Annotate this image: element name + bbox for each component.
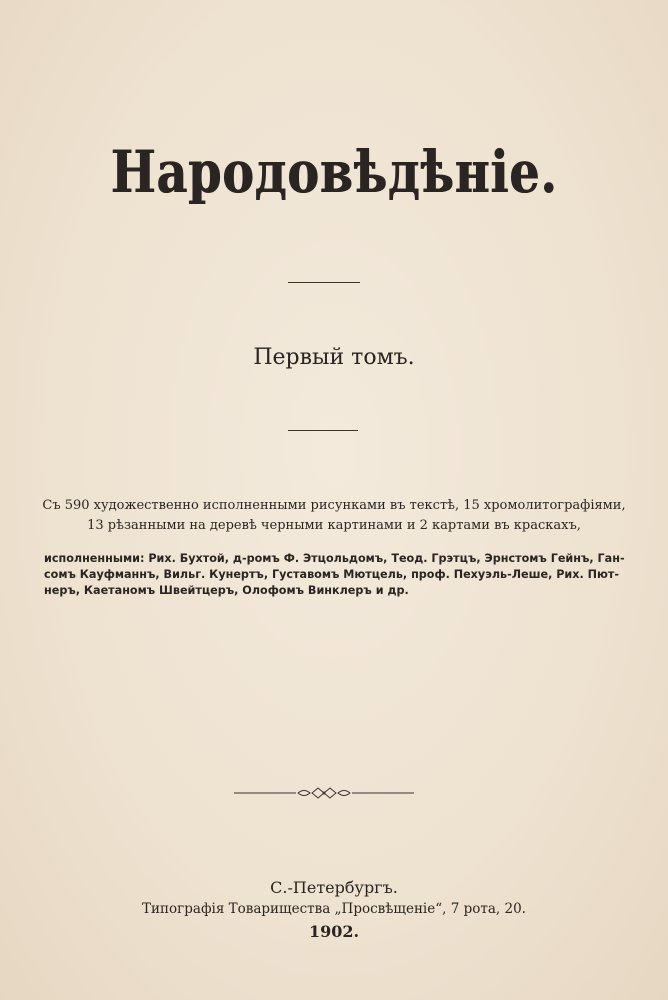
divider-rule-top [288, 282, 360, 283]
volume-label: Первый томъ. [253, 345, 415, 370]
description-line-1: Съ 590 художественно исполненными рисунками въ текстѣ, 15 хромолитографіями, [42, 498, 626, 513]
description-line-2: 13 рѣзанными на деревѣ черными картинами и 2 картами въ краскахъ, [87, 518, 581, 533]
divider-rule-middle [288, 430, 358, 431]
imprint-year: 1902. [308, 922, 360, 941]
artists-line-1: исполненными: Рих. Бухтой, д-ромъ Ф. Этцольдомъ, Теод. Грэтцъ, Эрнстомъ Гейнъ, Ган- [44, 552, 625, 565]
artists-line-3: неръ, Каетаномъ Швейтцеръ, Олофомъ Винклеръ и др. [44, 584, 409, 597]
artists-line-2: сомъ Кауфманнъ, Вильг. Кунертъ, Густавомъ Мютцель, проф. Пехуэль-Леше, Рих. Пют- [44, 568, 619, 581]
imprint-printer: Типографія Товарищества „Просвѣщеніе“, 7 рота, 20. [142, 901, 526, 917]
imprint-city: С.-Петербургъ. [270, 878, 398, 897]
ornament-divider-icon [234, 786, 414, 800]
book-title: Народовѣдѣніе. [110, 138, 558, 206]
